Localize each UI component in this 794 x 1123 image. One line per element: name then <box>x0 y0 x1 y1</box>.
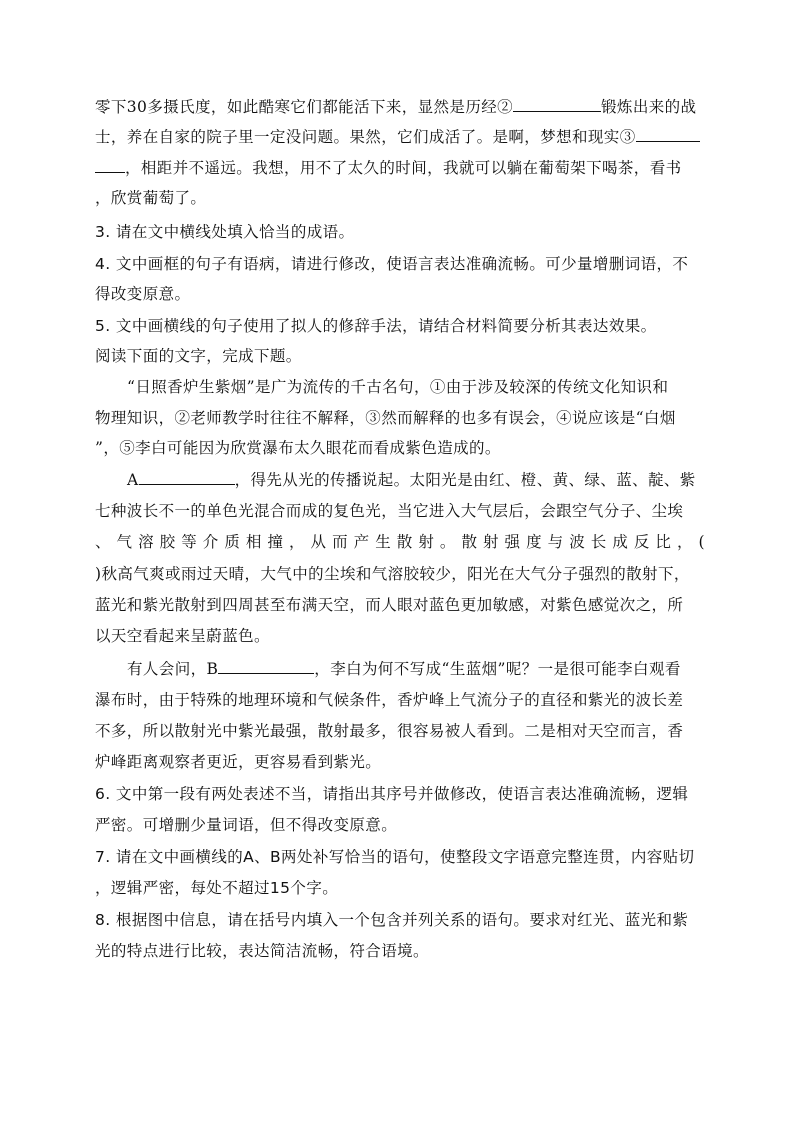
passage2-para1-line2: 物理知识，②老师教学时往往不解释，③然而解释的也多有误会，④说应该是“白烟 <box>95 409 676 427</box>
blank-a-label: A <box>127 471 139 489</box>
passage1-line2 <box>95 127 705 147</box>
question-6-line2: 严密。可增删少量词语，但不得改变原意。 <box>95 816 398 834</box>
passage2-para2-line3: 、气溶胶等介质相撞，从而产生散射。散射强度与波长成反比，( <box>95 533 705 551</box>
question-3: 3. 请在文中横线处填入恰当的成语。 <box>95 223 355 241</box>
passage1-line4: ，欣赏葡萄了。 <box>95 189 207 207</box>
question-4-line2: 得改变原意。 <box>95 285 191 303</box>
passage2-para3-pre: 有人会问，B <box>127 660 219 678</box>
passage2-para1-line3: ”，⑤李白可能因为欣赏瀑布太久眼花而看成紫色造成的。 <box>95 439 501 457</box>
blank-3-cont <box>95 158 125 173</box>
passage1-line1-tail: 锻炼出来的战 <box>601 98 697 116</box>
passage2-para2-line1 <box>127 470 705 490</box>
question-7-line1: 7. 请在文中画横线的A、B两处补写恰当的语句，使整段文字语意完整连贯，内容贴切 <box>95 848 695 866</box>
passage1-line1-text: 零下30多摄氏度，如此酷寒它们都能活下来，显然是历经② <box>95 98 514 116</box>
passage2-para2-line6: 以天空看起来呈蔚蓝色。 <box>95 627 270 645</box>
question-4-line1: 4. 文中画框的句子有语病，请进行修改，使语言表达准确流畅。可少量增删词语，不 <box>95 255 689 273</box>
passage2-para3-line4: 炉峰距离观察者更近，更容易看到紫光。 <box>95 753 382 771</box>
passage2-para2-line4: )秋高气爽或雨过天晴，大气中的尘埃和气溶胶较少，阳光在大气分子强烈的散射下， <box>95 565 690 583</box>
passage2-para3-line2: 瀑布时，由于特殊的地理环境和气候条件，香炉峰上气流分子的直径和紫光的波长差 <box>95 691 684 709</box>
passage1-line3-text: ，相距并不遥远。我想，用不了太久的时间，我就可以躺在葡萄架下喝茶，看书 <box>125 159 682 177</box>
passage1-line3 <box>95 158 705 178</box>
blank-a <box>139 470 235 485</box>
passage1-line1 <box>95 97 705 117</box>
passage2-para2-line1-text: ，得先从光的传播说起。太阳光是由红、橙、黄、绿、蓝、靛、紫 <box>234 471 696 489</box>
reading-instruction: 阅读下面的文字，完成下题。 <box>95 347 302 365</box>
passage2-para2-line2: 七种波长不一的单色光混合而成的复色光，当它进入大气层后，会跟空气分子、尘埃 <box>95 502 684 520</box>
question-7-line2: ，逻辑严密，每处不超过15个字。 <box>95 879 339 897</box>
question-6-line1: 6. 文中第一段有两处表述不当，请指出其序号并做修改，使语言表达准确流畅，逻辑 <box>95 785 689 803</box>
passage2-para3-line1 <box>127 659 705 679</box>
passage2-para3-line3: 不多，所以散射光中紫光最强，散射最多，很容易被人看到。二是相对天空而言，香 <box>95 722 684 740</box>
question-5: 5. 文中画横线的句子使用了拟人的修辞手法，请结合材料简要分析其表达效果。 <box>95 317 657 335</box>
question-8-line2: 光的特点进行比较，表达简洁流畅，符合语境。 <box>95 942 429 960</box>
blank-3 <box>636 127 700 142</box>
blank-2 <box>513 97 601 112</box>
passage2-para2-line5: 蓝光和紫光散射到四周甚至布满天空，而人眼对蓝色更加敏感，对紫色感觉次之，所 <box>95 596 684 614</box>
passage2-para3-line1-text: ，李白为何不写成“生蓝烟”呢？一是很可能李白观看 <box>314 660 681 678</box>
blank-b <box>218 659 314 674</box>
question-8-line1: 8. 根据图中信息，请在括号内填入一个包含并列关系的语句。要求对红光、蓝光和紫 <box>95 911 689 929</box>
passage2-para1-line1: “日照香炉生紫烟”是广为流传的千古名句，①由于涉及较深的传统文化知识和 <box>127 378 669 396</box>
passage1-line2-text: 士，养在自家的院子里一定没问题。果然，它们成活了。是啊，梦想和现实③ <box>95 128 636 146</box>
